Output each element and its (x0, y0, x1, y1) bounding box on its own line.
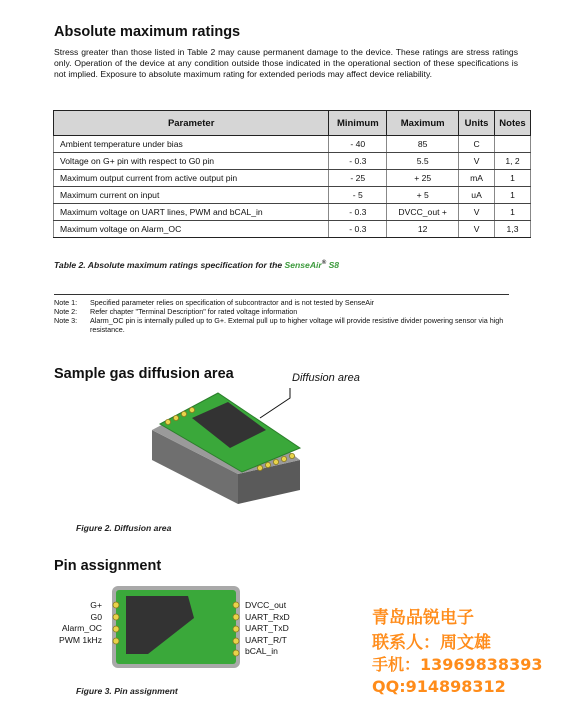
cell-notes: 1, 2 (495, 153, 531, 170)
pin-label-g0: G0 (90, 611, 102, 622)
cell-maximum: 5.5 (387, 153, 459, 170)
model-name: S8 (326, 260, 340, 270)
callout-line (260, 388, 290, 418)
cell-minimum: - 0.3 (329, 221, 387, 238)
note-label: Note 1: (54, 298, 78, 307)
cell-parameter: Maximum voltage on UART lines, PWM and bCAL_in (54, 204, 329, 221)
pin-label-bcal-in: bCAL_in (245, 646, 278, 656)
diffusion-callout: Diffusion area (292, 372, 360, 384)
caption-text: Table 2. Absolute maximum ratings specification for the (54, 260, 285, 270)
cell-parameter: Maximum current on input (54, 187, 329, 204)
cell-minimum: - 40 (329, 136, 387, 153)
table-row (54, 170, 531, 187)
table-row (54, 153, 531, 170)
header-units: Units (459, 111, 495, 136)
note-item (54, 298, 524, 307)
pin-label-pwm: PWM 1kHz (59, 634, 102, 645)
cell-notes: 1 (495, 170, 531, 187)
note-label: Note 3: (54, 316, 78, 325)
cell-units: C (459, 136, 495, 153)
note-text: Alarm_OC pin is internally pulled up to G+. External pull up to higher voltage will provide resistive divider powering sensor via high resistance. (90, 316, 504, 334)
cell-units: V (459, 153, 495, 170)
right-pin-labels (245, 600, 290, 658)
figure-2-caption: Figure 2. Diffusion area (76, 523, 172, 533)
header-notes: Notes (495, 111, 531, 136)
watermark-contact: 联系人：周文雄 (372, 633, 491, 653)
registered-mark: ® (321, 260, 327, 267)
pin-label-g-plus: G+ (90, 600, 102, 610)
cell-notes: 1 (495, 187, 531, 204)
pin-label-uart-txd: UART_TxD (245, 623, 289, 633)
cell-parameter: Voltage on G+ pin with respect to G0 pin (54, 153, 329, 170)
section-title-ratings: Absolute maximum ratings (54, 24, 241, 40)
note-text: Refer chapter "Terminal Description" for rated voltage information (90, 307, 298, 316)
watermark-phone: 手机：13969838393 (372, 655, 543, 674)
watermark-qq: QQ:914898312 (372, 677, 506, 696)
left-pin-labels (40, 600, 102, 646)
cell-notes: 1 (495, 204, 531, 221)
header-maximum: Maximum (387, 111, 459, 136)
note-item (54, 307, 524, 316)
cell-minimum: - 25 (329, 170, 387, 187)
cell-maximum: + 25 (387, 170, 459, 187)
header-minimum: Minimum (329, 111, 387, 136)
table-caption (54, 260, 339, 270)
ratings-table (53, 110, 531, 238)
cell-parameter: Ambient temperature under bias (54, 136, 329, 153)
cell-maximum: DVCC_out + (387, 204, 459, 221)
note-item (54, 316, 524, 334)
cell-minimum: - 0.3 (329, 153, 387, 170)
pcb-top-view (108, 584, 248, 670)
pin-label-alarm-oc: Alarm_OC (61, 623, 102, 633)
table-row (54, 204, 531, 221)
cell-units: uA (459, 187, 495, 204)
notes-divider (54, 294, 509, 295)
table-row (54, 221, 531, 238)
cell-maximum: 85 (387, 136, 459, 153)
sensor-3d-illustration (140, 380, 380, 515)
pin-label-uart-rt: UART_R/T (245, 634, 287, 645)
cell-notes (495, 136, 531, 153)
intro-paragraph: Stress greater than those listed in Table 2 may cause permanent damage to the device. These ratings are stress ratings only. Operation of the device at any condition outside those indicated in the operational section of these specifications is not implied. Exposure to absolute maximum rating for extended periods may affect device reliability. (54, 47, 518, 79)
pin-label-dvcc-out: DVCC_out (245, 600, 287, 610)
cell-maximum: + 5 (387, 187, 459, 204)
note-text: Specified parameter relies on specification of subcontractor and is not tested by SenseAir (90, 298, 375, 307)
cell-units: mA (459, 170, 495, 187)
cell-parameter: Maximum voltage on Alarm_OC (54, 221, 329, 238)
brand-name: SenseAir (284, 260, 322, 270)
table-row (54, 187, 531, 204)
table-row (54, 136, 531, 153)
header-parameter: Parameter (54, 111, 329, 136)
cell-maximum: 12 (387, 221, 459, 238)
table-header-row (54, 111, 531, 136)
cell-units: V (459, 221, 495, 238)
watermark-company: 青岛品锐电子 (372, 608, 474, 628)
cell-minimum: - 0.3 (329, 204, 387, 221)
cell-parameter: Maximum output current from active output pin (54, 170, 329, 187)
section-title-pins: Pin assignment (54, 558, 162, 574)
section-title-diffusion: Sample gas diffusion area (54, 366, 234, 382)
pin-label-uart-rxd: UART_RxD (245, 611, 290, 622)
cell-notes: 1,3 (495, 221, 531, 238)
note-label: Note 2: (54, 307, 78, 316)
notes-block (54, 298, 524, 334)
figure-3-caption: Figure 3. Pin assignment (76, 686, 178, 696)
cell-minimum: - 5 (329, 187, 387, 204)
cell-units: V (459, 204, 495, 221)
